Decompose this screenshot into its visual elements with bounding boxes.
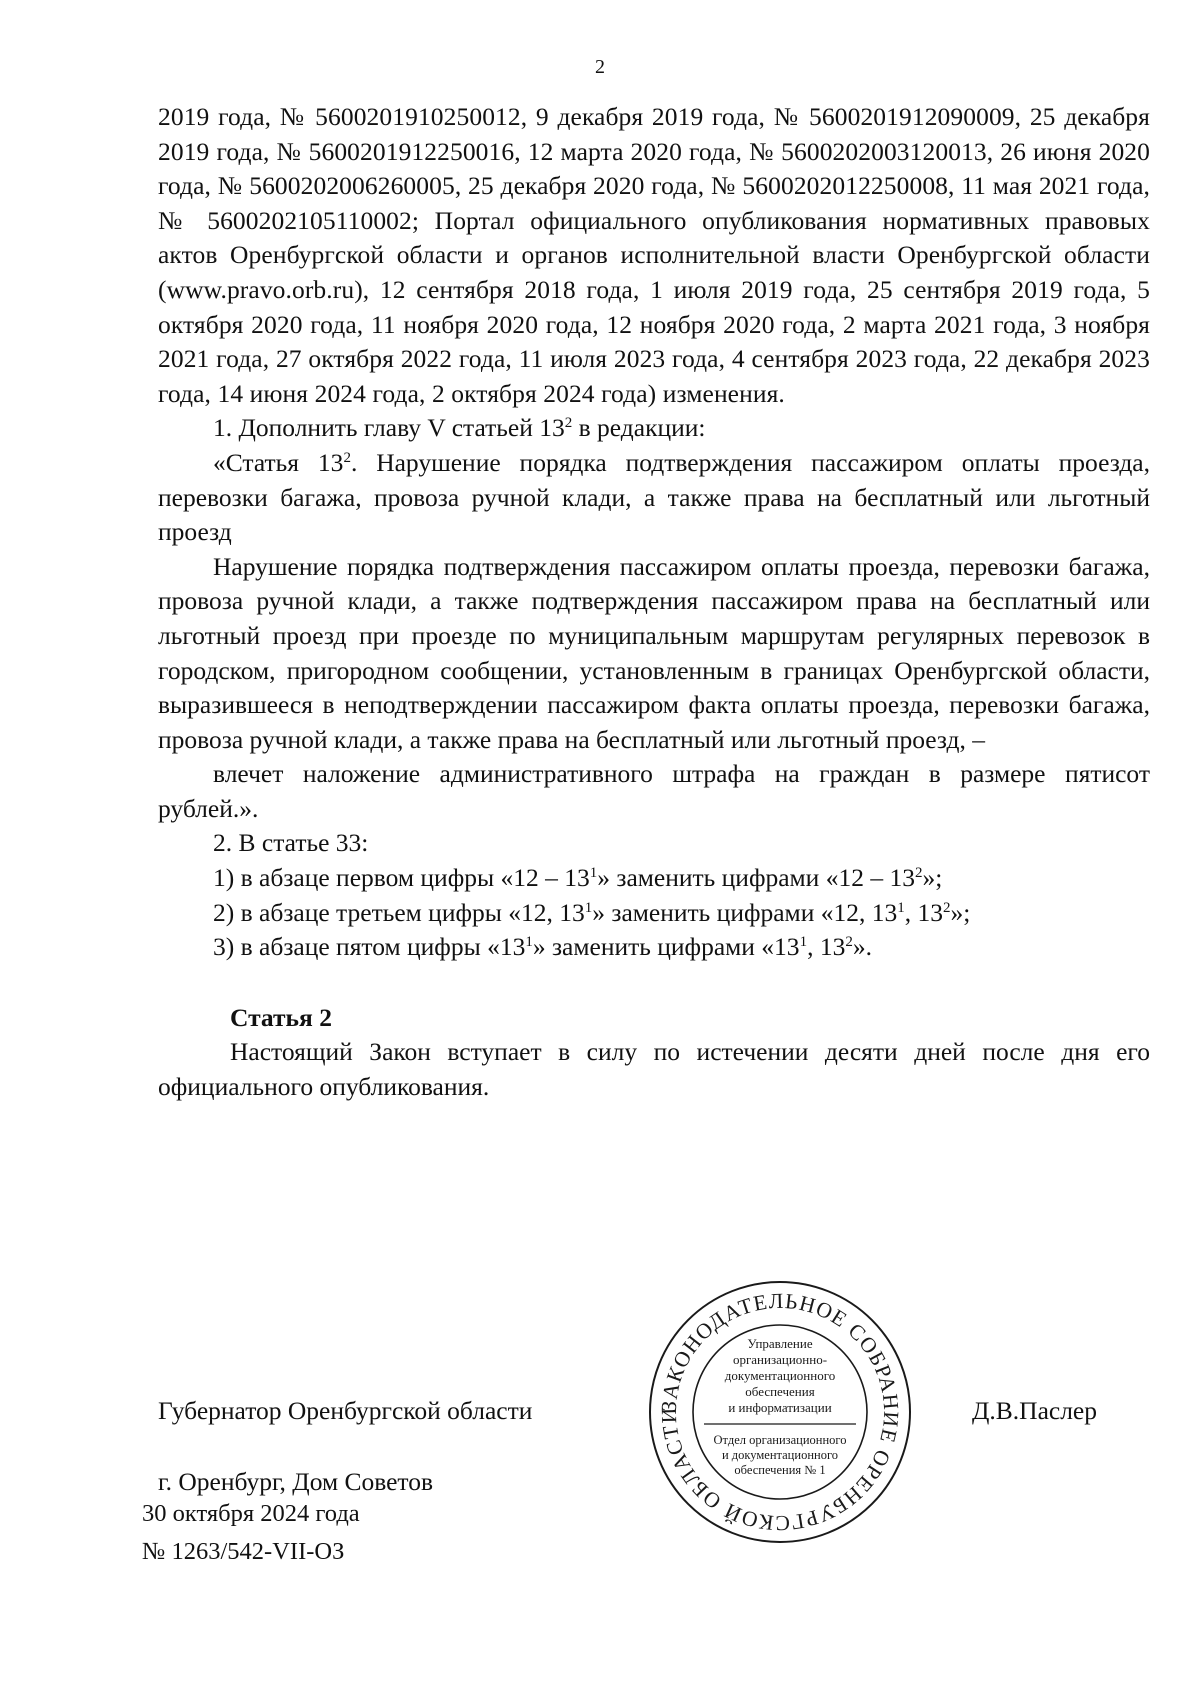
superscript: 1 [589,865,598,882]
article-title-text: «Статья 13 [213,447,344,477]
seal-line: обеспечения [745,1384,815,1399]
sub-item-text: ». [852,932,872,962]
official-seal [646,1278,914,1546]
article-2-text: Настоящий Закон вступает в силу по истечении десяти дней после дня его официального опубликования. [158,1037,1150,1102]
item-1-text-end: в редакции: [572,413,706,443]
new-article-title [158,446,1150,550]
sub-item-text: » заменить цифрами «12, 13 [592,897,898,927]
violation-paragraph: Нарушение порядка подтверждения пассажиром оплаты проезда, перевозки багажа, провоза ручной клади, а также подтверждения пассажиром права на бесплатный или льготный проезд при проезде по муниципальным маршрутам регулярных перевозок в городском, пригородном сообщении, установленным в границах Оренбургской области, выразившееся в неподтверждении пассажиром факта оплаты проезда, перевозки багажа, провоза ручной клади, а также права на бесплатный или льготный проезд, – [158,551,1150,754]
sub-item-1 [158,861,1150,896]
seal-line: организационно- [732,1352,828,1367]
page-number: 2 [595,56,605,78]
superscript: 2 [343,449,351,466]
document-body [158,100,1150,1105]
seal-inner-text [704,1336,856,1477]
superscript: 2 [942,899,951,916]
governor-name: Д.В.Паслер [972,1396,1097,1425]
signing-date: 30 октября 2024 года [142,1500,360,1527]
superscript: 1 [584,899,593,916]
governor-title: Губернатор Оренбургской области [158,1396,533,1425]
sub-item-text: 2) в абзаце третьем цифры «12, 13 [213,897,585,927]
seal-outer-text: ЗАКОНОДАТЕЛЬНОЕ СОБРАНИЕ ОРЕНБУРГСКОЙ ОБЛАСТИ [656,1288,904,1536]
sub-item-text: » заменить цифрами «12 – 13 [597,863,915,893]
sub-item-text: 1) в абзаце первом цифры «12 – 13 [213,863,590,893]
intro-paragraph: 2019 года, № 5600201910250012, 9 декабря 2019 года, № 5600201912090009, 25 декабря 2019 года, № 5600201912250016, 12 марта 2020 года, № 5600202003120013, 26 июня 2020 года, № 5600202006260005, 25 декабря 2020 года, № 5600202012250008, 11 мая 2021 года, № 5600202105110002; Портал официального опубликования нормативных правовых актов Оренбургской области и органов исполнительной власти Оренбургской области (www.pravo.orb.ru), 12 сентября 2018 года, 1 июля 2019 года, 25 сентября 2019 года, 5 октября 2020 года, 11 ноября 2020 года, 12 ноября 2020 года, 2 марта 2021 года, 3 ноября 2021 года, 27 октября 2022 года, 11 июля 2023 года, 4 сентября 2023 года, 22 декабря 2023 года, 14 июня 2024 года, 2 октября 2024 года) изменения. [158,102,1150,408]
superscript: 1 [897,899,905,916]
superscript: 2 [564,415,573,432]
sub-item-text: , 13 [904,897,943,927]
sub-item-text: 3) в абзаце пятом цифры «13 [213,932,526,962]
seal-line: Отдел организационного [713,1433,847,1447]
sub-item-3 [158,930,1150,965]
item-2-paragraph: 2. В статье 33: [213,828,369,858]
sub-item-text: »; [950,897,971,927]
sub-item-text: , 13 [807,932,846,962]
article-2-block [158,1035,1150,1104]
superscript: 2 [845,934,853,951]
penalty-paragraph: влечет наложение административного штрафа на граждан в размере пятисот рублей.». [158,759,1150,823]
superscript: 1 [525,934,533,951]
seal-line: и информатизации [728,1400,832,1415]
item-1-paragraph [158,411,1150,446]
seal-line: Управление [747,1336,813,1351]
signing-place: г. Оренбург, Дом Советов [158,1467,434,1496]
law-number: № 1263/542-VII-ОЗ [142,1538,345,1565]
seal-line: обеспечения № 1 [734,1463,826,1477]
article-title-text-end: . Нарушение порядка подтверждения пассажиром оплаты проезда, перевозки багажа, провоза ручной клади, а также права на бесплатный или льготный проезд [158,447,1151,547]
superscript: 1 [799,934,808,951]
superscript: 2 [914,865,923,882]
sub-item-text: » заменить цифрами «13 [532,932,800,962]
article-2-heading: Статья 2 [230,1002,332,1032]
seal-line: и документационного [721,1448,839,1462]
sub-item-2 [158,896,1150,931]
sub-item-text: »; [922,863,943,893]
seal-line: документационного [724,1368,836,1383]
item-1-text: 1. Дополнить главу V статьей 13 [213,413,565,443]
